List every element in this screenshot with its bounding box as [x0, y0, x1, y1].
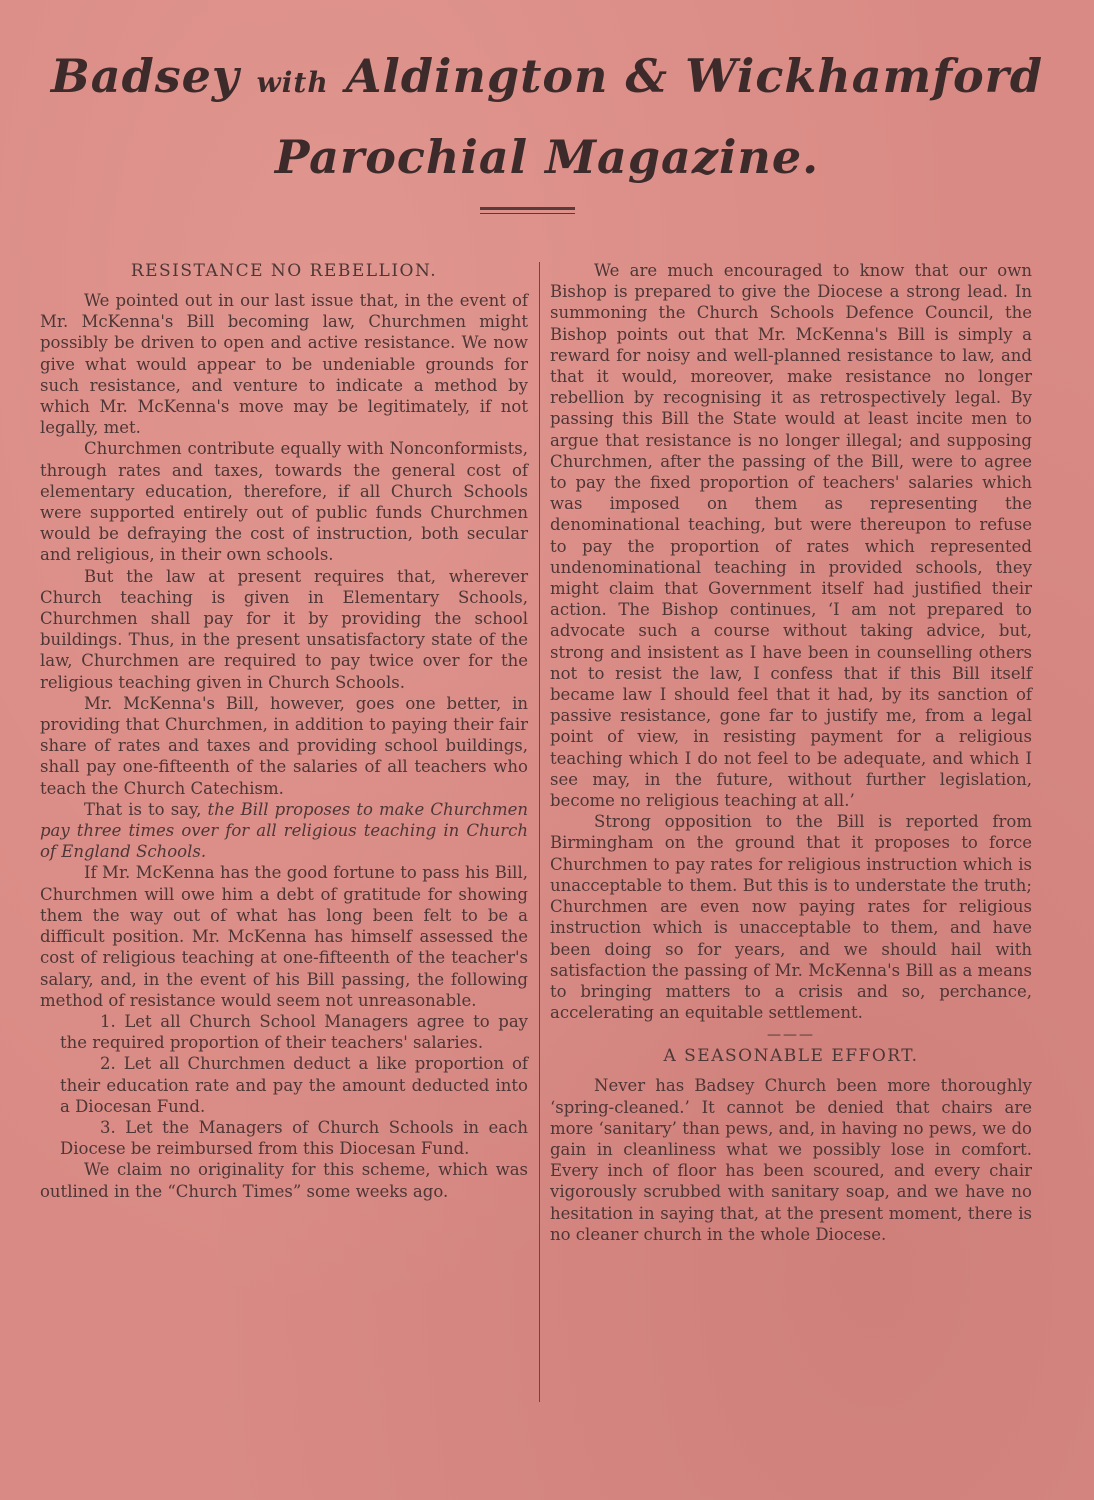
numbered-item: 3. Let the Managers of Church Schools in each Diocese be reimbursed from this Diocesan Fund. — [60, 1117, 528, 1159]
italic-text: the Bill proposes to make Churchmen pay three times over for all religious teaching in Church of England Schools. — [40, 799, 529, 862]
paragraph: We are much encouraged to know that our own Bishop is prepared to give the Diocese a strong lead. In summoning the Church Schools Defence Council, the Bishop points out that Mr. McKenna's Bill is simply a reward for noisy and well-planned resistance to law, and that it would, moreover, make resistance no longer rebellion by recognising it as retrospectively legal. By passing this Bill the State would at least incite men to argue that resistance is no longer illegal; and supposing Churchmen, after the passing of the Bill, were to agree to pay the fixed proportion of teachers' salaries which was imposed on them as representing the denominational teaching, but were thereupon to refuse to pay the proportion of rates which represented undenominational teaching in provided schools, they might claim that Government itself had justified their action. The Bishop continues, ‘I am not prepared to advocate such a course without taking advice, but, strong and insistent as I have been in counselling others not to resist the law, I confess that if this Bill itself became law I should feel that it had, by its sanction of passive resistance, gone far to justify me, from a legal point of view, in resisting payment for a religious teaching which I do not feel to be adequate, and which I see may, in the future, without further legislation, become no religious teaching at all.’ — [550, 261, 1032, 811]
paragraph: We pointed out in our last issue that, in the event of Mr. McKenna's Bill becoming law, Churchmen might possibly be driven to open and active resistance. We now give what would appear to be undeniable grounds for such resistance, and venture to indicate a method by which Mr. McKenna's move may be legitimately, if not legally, met. — [40, 291, 528, 438]
title-aldington-wickhamford: Aldington & Wickhamford — [345, 49, 1044, 103]
paragraph-closing: We claim no originality for this scheme, which was outlined in the “Church Times” some weeks ago. — [40, 1160, 528, 1201]
paragraph: Mr. McKenna's Bill, however, goes one better, in providing that Churchmen, in addition to paying their fair share of rates and taxes and providing school buildings, shall pay one-fifteenth of the salaries of all teachers who teach the Church Catechism. — [40, 693, 528, 798]
masthead-line-1 — [0, 44, 1094, 115]
paragraph: Strong opposition to the Bill is reported from Birmingham on the ground that it proposes to force Churchmen to pay rates for religious instruction which is unacceptable to them. But this is to understate the truth; Churchmen are even now paying rates for religious instruction which is unacceptable to them, and have been doing so for years, and we should hail with satisfaction the passing of Mr. McKenna's Bill as a means to bringing matters to a crisis and so, perchance, accelerating an equitable settlement. — [550, 812, 1032, 1023]
article-heading-resistance: RESISTANCE NO REBELLION. — [130, 261, 438, 281]
numbered-item: 1. Let all Church School Managers agree to pay the required proportion of their teachers' salaries. — [60, 1011, 528, 1053]
paragraph: Churchmen contribute equally with Nonconformists, through rates and taxes, towards the general cost of elementary education, therefore, if all Church Schools were supported entirely out of public funds Churchmen would be defraying the cost of instruction, both secular and religious, in their own schools. — [40, 439, 528, 565]
section-divider: ——— — [767, 1027, 815, 1044]
title-with: with — [256, 66, 329, 99]
paragraph: But the law at present requires that, wherever Church teaching is given in Elementary Schools, Churchmen shall pay for it by providing the school buildings. Thus, in the present unsatisfactory state of the law, Churchmen are required to pay twice over for the religious teaching given in Church Schools. — [40, 566, 528, 692]
masthead — [0, 44, 1094, 189]
rule-thin — [480, 213, 575, 214]
right-column — [550, 260, 1032, 1245]
masthead-line-2: Parochial Magazine. — [274, 130, 820, 184]
italic-lead: That is to say, — [84, 799, 208, 819]
rule-thick — [480, 207, 575, 210]
column-divider — [539, 262, 540, 1402]
masthead-rule — [480, 207, 575, 217]
numbered-item: 2. Let all Churchmen deduct a like proportion of their education rate and pay the amount deducted into a Diocesan Fund. — [60, 1054, 528, 1116]
paragraph: Never has Badsey Church been more thoroughly ‘spring-cleaned.’ It cannot be denied that chairs are more ‘sanitary’ than pews, and, in having no pews, we do gain in cleanliness what we possibly lose in comfort. Every inch of floor has been scoured, and every chair vigorously scrubbed with sanitary soap, and we have no hesitation in saying that, at the present moment, there is no cleaner church in the whole Diocese. — [550, 1076, 1032, 1244]
italic-paragraph — [40, 799, 528, 863]
article-heading-seasonable: A SEASONABLE EFFORT. — [663, 1046, 919, 1067]
title-badsey: Badsey — [50, 49, 240, 103]
left-column — [40, 260, 528, 1202]
paragraph: If Mr. McKenna has the good fortune to pass his Bill, Churchmen will owe him a debt of gratitude for showing them the way out of what has long been felt to be a difficult position. Mr. McKenna has himself assessed the cost of religious teaching at one-fifteenth of the teacher's salary, and, in the event of his Bill passing, the following method of resistance would seem not unreasonable. — [40, 863, 528, 1010]
